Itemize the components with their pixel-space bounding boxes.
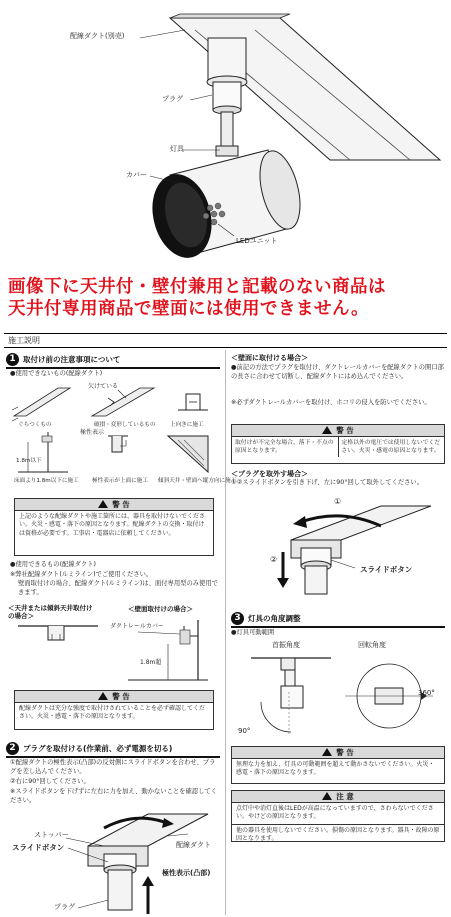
slide-button-label: スライドボタン [12,843,65,852]
cap-upward: 上向きに施工 [170,422,204,428]
s3-bullet: ●灯具可動範囲 [231,629,275,636]
tilt-angle-label: 首振角度 [272,641,300,649]
column-divider [225,350,226,915]
s1-bullet-usable: ●使用できるもの(配線ダクト) [10,561,96,568]
s1-warning-2: 警 告 配線ダクトは充分な強度で取付けされていることを必ず確認してください。火災・感電・落下の原因となります。 [14,690,214,730]
angle-360-label: 360° [418,689,435,697]
broken-label: 欠けている [88,383,119,390]
notice-line-1: 画像下に天井付・壁付兼用と記載のない商品は [8,277,386,297]
cap-polarity-top: 極性表示が上面に施工 [92,478,148,484]
section-3-rule [231,626,445,628]
s1-warning-1: 警 告 上記のような配線ダクトや施工箇所には、器具を取付けないでください。火災・感電・落下の原因となります。配線ダクトの交換・取付けは資格が必要です。工事店・電器店に依頼してください。 [14,498,214,556]
cap-low: 床面より1.8m以下に施工 [14,478,79,484]
product-illustration [0,0,451,270]
section-3-text: 灯具の角度調整 [248,614,301,623]
warning-icon [322,426,332,434]
cover-label: カバー [126,171,147,179]
manual-title: 施工説明 [8,336,40,345]
wall-subtitle: ＜壁面取付けの場合＞ [128,605,193,613]
cap-sloped: 傾斜天井・壁面へ縦方向に施工 [158,478,237,484]
cap-broken: 破損・変形しているもの [94,422,156,428]
manual-top-rule [4,333,447,334]
section-2-number: 2 [6,742,19,755]
ceiling-subtitle: ＜天井または傾斜天井取付けの場合＞ [8,604,93,621]
s1-bullet-unusable: ●使用できないもの(配線ダクト) [10,370,103,377]
s2-step-1: ①配線ダクトの極性表示(凸部)の反対側にスライドボタンを合わせ、プラグを差し込んでください。 [10,759,216,775]
s2-duct-label: 配線ダクト [176,841,211,849]
remove-step-1: ① [334,497,342,506]
wall-mount-text-2: ※必ずダクトレールカバーを取付け、ホコリの侵入を防いでください。 [231,399,431,406]
section-2-text: プラグを取付ける(作業前、必ず電源を切る) [23,744,173,753]
s3-warning-text: 無理な力を加え、灯具の可動範囲を超えて動かさないでください。火災・感電・落下の原因となります。 [236,761,435,777]
plug-label: プラグ [162,95,183,103]
wall-warning-left: 取付けが不完全な場合、落下・不点の原因となります。 [235,440,334,455]
h18-below-label: 1.8m以下 [16,458,42,464]
s1-warning-2-text: 配線ダクトは充分な強度で取付けされていることを必ず確認してください。火災・感電・落下の原因となります。 [19,705,206,721]
remove-slide-label: スライドボタン [360,565,413,574]
s3-warning: 警 告 無理な力を加え、灯具の可動範囲を超えて動かさないでください。火災・感電・落下の原因となります。 [231,746,445,784]
s1-note-1: ※弊社配線ダクト(ルミライン)でご使用ください。 [10,571,153,578]
s2-plug-label: プラグ [54,903,75,911]
warning-icon [98,500,108,508]
s1-warning-1-text: 上記のような配線ダクトや施工箇所には、器具を取付けないでください。火災・感電・落下の原因となります。配線ダクトの交換・取付けは資格が必要です。工事店・電器店に依頼してください。 [19,513,206,537]
led-unit-label: LEDユニット [236,237,278,245]
section-1-title [6,353,120,366]
remove-step-2: ② [270,555,278,564]
caution-icon [322,792,332,800]
notice-line-2: 天井付専用商品で壁面には使用できません。 [8,299,370,319]
s3-caution-text-1: 点灯中や消灯直後はLEDが高温になっていますので、さわらないでください。やけどの原因となります。 [232,803,444,825]
s1-note-2: 壁面取付けの場合、配線ダクト(ルミライン)は、面付専用型のみ使用できます。 [18,580,218,596]
section-2-rule [6,756,220,758]
angle-90-label: 90° [238,727,251,735]
s2-polarity-label: 極性表示(凸部) [162,869,211,877]
s2-step-3: ※スライドボタンを下げずに左右に力を加え、動かないことを確認してください。 [10,788,217,804]
angle-diagrams [231,652,445,740]
h18-above-label: 1.8m超 [140,659,162,666]
section-1-text: 取付け前の注意事項について [23,355,121,364]
wall-mount-title: ＜壁面に取付ける場合＞ [231,354,308,362]
s3-caution-text-2: 他の器具を使用しないでください。損傷の原因となります。器具・故障の原因となります。 [236,826,440,843]
wall-mount-text-1: ●前記の方法でプラグを取付け、ダクトレールカバーを配線ダクトの開口部の長さに合わせて切断し、配線ダクトにはめ込んでください。 [231,364,444,380]
plug-install-diagram [8,806,222,916]
s2-step-2: ②右に90°回してください。 [10,778,90,785]
wall-warning-right: 定格以外の電圧では使用しないでください。火災・感電の原因となります。 [338,437,445,457]
manual-mid-rule [4,347,447,348]
wall-warning: 警 告 取付けが不完全な場合、落下・不点の原因となります。 定格以外の電圧では使用しないでください。火災・感電の原因となります。 [231,424,445,464]
remove-text: ①②スライドボタンを引き下げ、左に90°回して取外してください。 [231,479,424,486]
warning-icon [98,692,108,700]
section-3-number: 3 [231,612,244,625]
cap-wobble: ぐらつくもの [18,422,52,428]
section-2-title [6,742,172,755]
section-1-rule [6,367,220,369]
rail-cover-label: ダクトレールカバー [110,623,164,630]
section-1-number: 1 [6,353,19,366]
section-3-title [231,612,301,625]
polarity-label: 極性表示 [80,429,105,436]
fixture-label: 灯具 [170,145,184,153]
s3-caution: 注 意 点灯中や消灯直後はLEDが高温になっていますので、さわらないでください。やけどの原因となります。 他の器具を使用しないでください。損傷の原因となります。器具・故障の原因となります。 [231,790,445,842]
stopper-label: ストッパー [34,831,69,839]
warning-icon [322,748,332,756]
remove-title: ＜プラグを取外す場合＞ [231,470,308,478]
duct-label: 配線ダクト(別売) [70,32,125,40]
plug-remove-diagram [231,496,445,596]
rotation-angle-label: 回転角度 [358,641,386,649]
